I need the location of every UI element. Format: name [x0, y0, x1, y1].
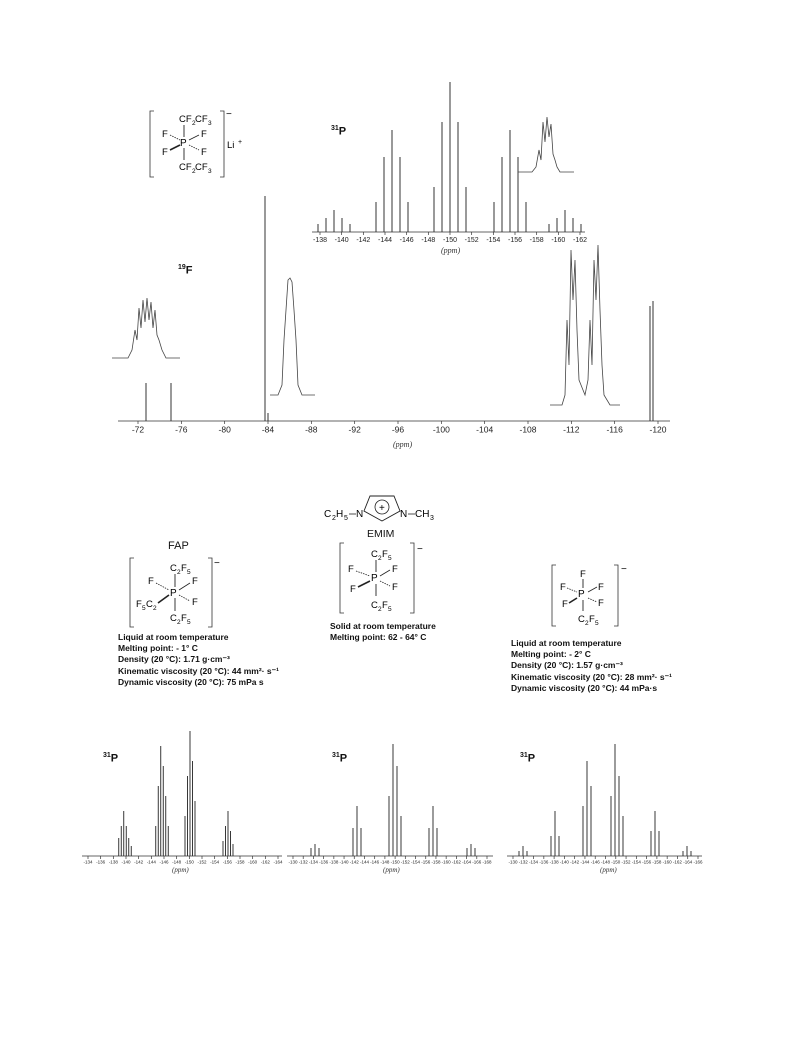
svg-text:2: 2 [585, 620, 589, 627]
b3ticks-tick-label: -154 [631, 859, 641, 865]
svg-text:2: 2 [177, 619, 181, 626]
f19-axis-tick-label: -88 [305, 424, 318, 435]
svg-text:5: 5 [142, 605, 146, 612]
svg-text:F: F [562, 599, 568, 610]
bottom-spectrum-2-ticks [288, 856, 492, 865]
right-prop-dynamic: Dynamic viscosity (20 °C): 44 mPa·s [511, 682, 658, 693]
b3ticks-tick-label: -142 [570, 859, 580, 865]
b1ticks-tick-label: -134 [83, 859, 93, 865]
svg-text:5: 5 [388, 606, 392, 613]
b3ticks-tick-label: -130 [508, 859, 518, 865]
p31-axis-tick-label: -162 [572, 237, 588, 244]
b2ticks-tick-label: -130 [288, 859, 298, 865]
svg-text:CF: CF [195, 114, 208, 125]
b1ticks-tick-label: -154 [210, 859, 220, 865]
right-properties [511, 638, 672, 694]
b2ticks-tick-label: -148 [380, 859, 390, 865]
emim-cation-structure [322, 487, 472, 539]
p31-axis-tick-label: -142 [356, 237, 371, 244]
bottom-spectrum-3 [505, 730, 705, 870]
bottom-spectrum-3-ticks [508, 856, 703, 865]
svg-text:CF: CF [179, 162, 192, 173]
p31-zoom-inset [518, 117, 574, 172]
bottom-spectrum-1-peaks [119, 731, 233, 856]
p31-axis-tick-label: -150 [442, 237, 458, 244]
svg-text:C: C [170, 563, 177, 574]
b1ticks-tick-label: -162 [260, 859, 270, 865]
svg-text:C: C [146, 599, 153, 610]
svg-text:F: F [162, 147, 168, 158]
svg-text:5: 5 [388, 555, 392, 562]
f19-peaks [146, 196, 653, 421]
b3ticks-tick-label: -136 [539, 859, 549, 865]
b2ticks-tick-label: -152 [400, 859, 410, 865]
right-anion-charge: − [621, 564, 627, 575]
b3ticks-tick-label: -132 [518, 859, 528, 865]
fap-anion-structure [120, 555, 240, 630]
fap-prop-kinematic: Kinematic viscosity (20 °C): 44 mm²· s⁻¹ [118, 665, 279, 676]
b3ticks-tick-label: -144 [580, 859, 590, 865]
p31-axis-tick-label: -140 [334, 237, 349, 244]
f19-axis-tick-label: -104 [476, 424, 494, 435]
svg-text:P: P [170, 588, 177, 599]
cation-name: EMIM [367, 528, 395, 540]
anion-name-fap: FAP [168, 540, 189, 552]
b2ticks-tick-label: -166 [472, 859, 482, 865]
f19-inset-right [550, 245, 620, 405]
middle-prop-state: Solid at room temperature [330, 621, 436, 631]
svg-text:P: P [180, 138, 187, 149]
salt-counterion: Li [227, 140, 235, 151]
p31-axis-tick-label: -146 [399, 237, 414, 244]
b3ticks-tick-label: -148 [600, 859, 611, 865]
svg-text:F: F [392, 564, 398, 575]
b3ticks-tick-label: -146 [590, 859, 600, 865]
b2ticks-tick-label: -150 [390, 859, 400, 865]
f19-spectrum [110, 190, 675, 440]
middle-anion-charge: − [417, 544, 423, 555]
svg-text:F: F [148, 576, 154, 587]
b3ticks-tick-label: -160 [662, 859, 672, 865]
b2ticks-tick-label: -144 [359, 859, 369, 865]
svg-text:N: N [356, 509, 364, 520]
fap-prop-state: Liquid at room temperature [118, 632, 229, 642]
p31-axis-tick-label: -158 [529, 237, 544, 244]
bottom-spectrum-1 [80, 730, 285, 870]
fap-prop-melting: Melting point: - 1° C [118, 643, 198, 654]
b1ticks-tick-label: -150 [184, 859, 194, 865]
b1ticks-tick-label: -138 [108, 859, 118, 865]
b1ticks-tick-label: -144 [146, 859, 156, 865]
svg-text:2: 2 [332, 515, 336, 522]
bottom-spectrum-3-unit: (ppm) [600, 866, 617, 874]
svg-text:2: 2 [378, 555, 382, 562]
svg-text:CF: CF [195, 162, 208, 173]
svg-text:P: P [371, 573, 378, 584]
f19-axis-tick-label: -108 [519, 424, 537, 435]
b3ticks-tick-label: -162 [672, 859, 682, 865]
svg-text:F: F [192, 597, 198, 608]
fap-prop-density: Density (20 °C): 1.71 g·cm⁻³ [118, 654, 230, 665]
svg-text:2: 2 [192, 120, 196, 127]
b1ticks-tick-label: -156 [222, 859, 232, 865]
b3ticks-tick-label: -152 [621, 859, 631, 865]
b1ticks-tick-label: -146 [159, 859, 169, 865]
f19-inset-mid [270, 278, 315, 395]
svg-text:F: F [136, 599, 142, 610]
b2ticks-tick-label: -142 [349, 859, 359, 865]
salt-charge: − [226, 109, 232, 120]
p31-axis-tick-label: -152 [464, 237, 479, 244]
p31-axis-tick-label: -138 [312, 237, 328, 244]
svg-text:F: F [181, 563, 187, 574]
svg-text:N: N [400, 509, 408, 520]
bottom-spectrum-2-peaks [311, 744, 475, 856]
svg-text:CH: CH [415, 509, 430, 520]
b2ticks-tick-label: -162 [451, 859, 461, 865]
b2ticks-tick-label: -132 [298, 859, 308, 865]
p31-axis-tick-label: -144 [377, 237, 393, 244]
svg-text:F: F [598, 582, 604, 593]
svg-text:F: F [598, 598, 604, 609]
svg-text:CF: CF [179, 114, 192, 125]
middle-anion-structure [330, 540, 440, 618]
b1ticks-tick-label: -158 [235, 859, 245, 865]
svg-text:C: C [371, 549, 378, 560]
b2ticks-tick-label: -156 [421, 859, 431, 865]
p31-label-bottom-3: $^{31}$P [520, 752, 536, 765]
svg-text:F: F [201, 129, 207, 140]
svg-text:2: 2 [192, 168, 196, 175]
svg-text:C: C [371, 600, 378, 611]
bottom-spectrum-3-peaks [519, 744, 691, 856]
b2ticks-tick-label: -138 [329, 859, 339, 865]
svg-text:C: C [578, 614, 585, 625]
svg-text:5: 5 [187, 569, 191, 576]
svg-text:C: C [324, 509, 332, 520]
bottom-spectrum-2 [285, 730, 495, 870]
svg-text:2: 2 [177, 569, 181, 576]
svg-text:F: F [382, 600, 388, 611]
p31-label-bottom-2: $^{31}$P [332, 752, 348, 765]
li-salt-structure [140, 105, 270, 185]
b3ticks-tick-label: -138 [549, 859, 559, 865]
svg-text:3: 3 [430, 515, 434, 522]
b3ticks-tick-label: -164 [683, 859, 693, 865]
svg-text:F: F [201, 147, 207, 158]
svg-text:5: 5 [187, 619, 191, 626]
b2ticks-tick-label: -158 [431, 859, 441, 865]
svg-text:P: P [578, 589, 585, 600]
p31-axis-tick-label: -156 [507, 237, 523, 244]
fap-charge: − [214, 558, 220, 569]
svg-text:F: F [589, 614, 595, 625]
svg-text:F: F [392, 582, 398, 593]
b2ticks-tick-label: -168 [482, 859, 492, 865]
middle-properties [330, 621, 436, 643]
right-anion-structure [548, 562, 648, 630]
p31-axis-unit: (ppm) [441, 246, 461, 255]
b1ticks-tick-label: -140 [121, 859, 131, 865]
bottom-spectrum-1-unit: (ppm) [172, 866, 189, 874]
fap-prop-dynamic: Dynamic viscosity (20 °C): 75 mPa s [118, 676, 264, 687]
f19-axis-tick-label: -112 [563, 424, 580, 435]
svg-text:2: 2 [378, 606, 382, 613]
svg-text:F: F [162, 129, 168, 140]
f19-axis-tick-label: -80 [218, 424, 231, 435]
f19-label: $^{19}$F [178, 264, 193, 277]
b2ticks-tick-label: -164 [462, 859, 472, 865]
svg-text:H: H [336, 509, 344, 520]
svg-text:F: F [382, 549, 388, 560]
b3ticks-tick-label: -150 [611, 859, 621, 865]
svg-text:F: F [560, 582, 566, 593]
li-salt-diagram [140, 105, 270, 185]
b1ticks-tick-label: -136 [96, 859, 106, 865]
b3ticks-tick-label: -134 [529, 859, 539, 865]
b2ticks-tick-label: -140 [339, 859, 349, 865]
svg-text:3: 3 [208, 168, 212, 175]
f19-axis-tick-label: -84 [261, 424, 275, 435]
middle-prop-melting: Melting point: 62 - 64° C [330, 632, 427, 643]
p31-axis-tick-label: -160 [551, 237, 566, 244]
f19-axis-tick-label: -100 [432, 424, 450, 435]
f19-axis-tick-label: -120 [649, 424, 667, 435]
b3ticks-tick-label: -166 [693, 859, 703, 865]
svg-text:C: C [170, 613, 177, 624]
b1ticks-tick-label: -160 [248, 859, 258, 865]
b3ticks-tick-label: -140 [559, 859, 569, 865]
f19-axis-tick-label: -76 [175, 424, 188, 435]
p31-label-bottom-1: $^{31}$P [103, 752, 119, 765]
b2ticks-tick-label: -136 [319, 859, 329, 865]
b3ticks-tick-label: -156 [642, 859, 652, 865]
svg-text:F: F [181, 613, 187, 624]
svg-text:3: 3 [208, 120, 212, 127]
svg-text:F: F [192, 576, 198, 587]
f19-axis-unit: (ppm) [393, 440, 413, 449]
cation-charge: + [379, 503, 385, 514]
svg-text:F: F [348, 564, 354, 575]
b1ticks-tick-label: -142 [134, 859, 144, 865]
f19-axis-ticks [132, 421, 667, 435]
f19-axis-tick-label: -72 [131, 424, 145, 435]
b2ticks-tick-label: -160 [441, 859, 451, 865]
right-prop-density: Density (20 °C): 1.57 g·cm⁻³ [511, 660, 623, 671]
b2ticks-tick-label: -146 [370, 859, 380, 865]
svg-text:F: F [350, 584, 356, 595]
right-prop-kinematic: Kinematic viscosity (20 °C): 28 mm²· s⁻¹ [511, 671, 672, 682]
svg-text:F: F [580, 569, 586, 580]
f19-inset-left [112, 298, 180, 358]
p31-axis-tick-label: -154 [486, 237, 501, 244]
svg-text:5: 5 [344, 515, 348, 522]
f19-axis-tick-label: -116 [606, 424, 623, 435]
svg-text:2: 2 [153, 605, 157, 612]
b1ticks-tick-label: -164 [273, 859, 283, 865]
p31-axis-tick-label: -148 [421, 237, 436, 244]
svg-text:5: 5 [595, 620, 599, 627]
f19-axis-tick-label: -96 [391, 424, 405, 435]
p31-label-top: $^{31}$P [331, 125, 347, 138]
salt-counterion-charge: + [238, 139, 243, 146]
bottom-spectrum-1-ticks [83, 856, 283, 865]
b2ticks-tick-label: -154 [411, 859, 421, 865]
b2ticks-tick-label: -134 [308, 859, 318, 865]
fap-properties [118, 632, 279, 688]
f19-axis-tick-label: -92 [348, 424, 361, 435]
b3ticks-tick-label: -158 [652, 859, 662, 865]
bottom-spectrum-2-unit: (ppm) [383, 866, 400, 874]
b1ticks-tick-label: -152 [197, 859, 207, 865]
right-prop-state: Liquid at room temperature [511, 638, 622, 648]
b1ticks-tick-label: -148 [172, 859, 182, 865]
right-prop-melting: Melting point: - 2° C [511, 649, 591, 660]
